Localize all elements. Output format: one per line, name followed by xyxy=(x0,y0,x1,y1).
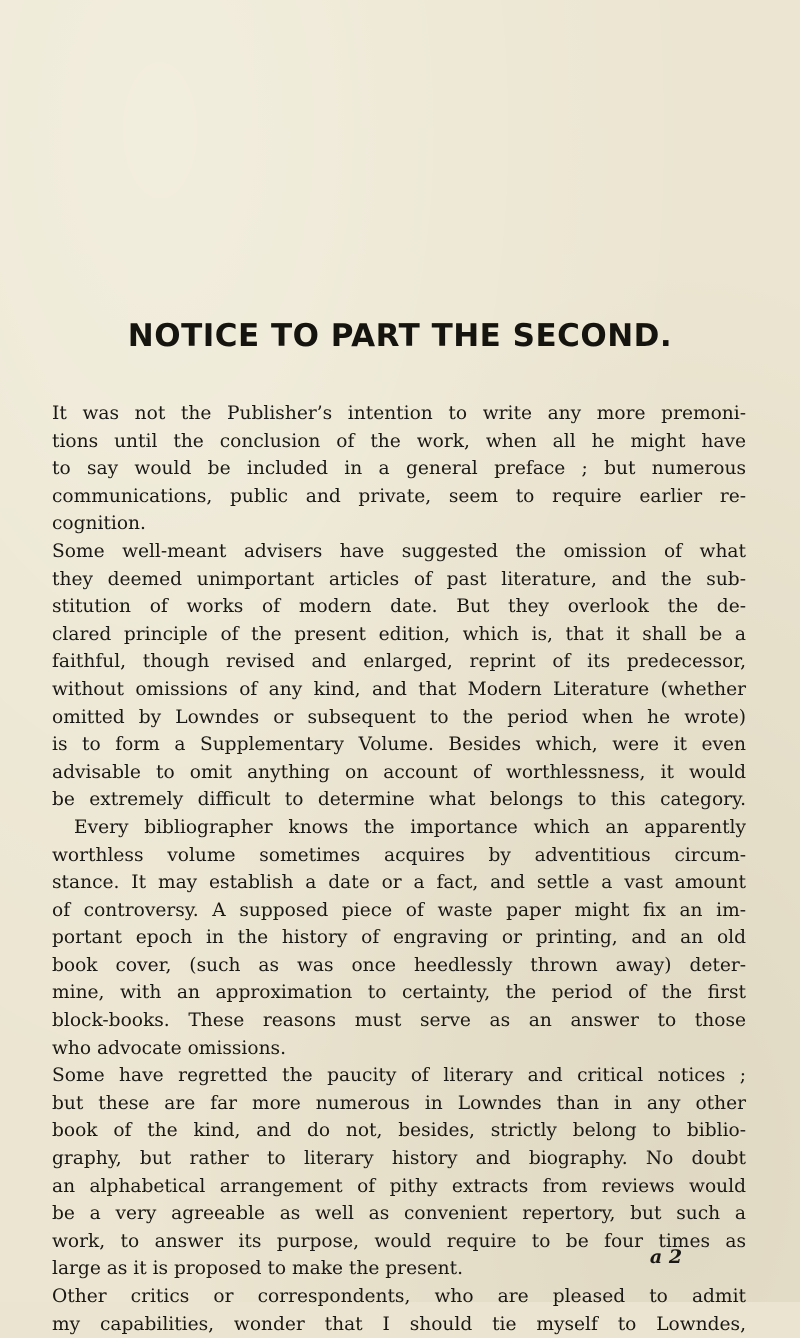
body-text xyxy=(52,400,746,1338)
text-line: Other critics or correspondents, who are pleased to admit xyxy=(52,1286,746,1307)
text-line: be extremely difficult to determine what belongs to this category. xyxy=(52,789,746,811)
text-line: my capabilities, wonder that I should tie myself to Lowndes, xyxy=(52,1313,746,1335)
signature-mark: a 2 xyxy=(649,1246,683,1268)
text-line: Some have regretted the paucity of literary and critical notices ; xyxy=(52,1065,746,1087)
text-line: of controversy. A supposed piece of waste paper might fix an im- xyxy=(52,899,746,921)
text-line: omitted by Lowndes or subsequent to the period when he wrote) xyxy=(52,706,746,728)
text-line: worthless volume sometimes acquires by adventitious circum- xyxy=(52,844,746,866)
text-line: book of the kind, and do not, besides, strictly belong to biblio- xyxy=(52,1120,746,1142)
text-line: clared principle of the present edition, which is, that it shall be a xyxy=(52,623,746,645)
text-line: faithful, though revised and enlarged, reprint of its predecessor, xyxy=(52,651,746,673)
text-line: communications, public and private, seem to require earlier re- xyxy=(52,485,746,507)
text-line: graphy, but rather to literary history and biography. No doubt xyxy=(52,1148,746,1170)
text-line: stitution of works of modern date. But they overlook the de- xyxy=(52,596,746,618)
text-line: mine, with an approximation to certainty, the period of the first xyxy=(52,982,746,1004)
text-line: an alphabetical arrangement of pithy extracts from reviews would xyxy=(52,1175,746,1197)
text-line: but these are far more numerous in Lowndes than in any other xyxy=(52,1092,746,1114)
page-heading: NOTICE TO PART THE SECOND. xyxy=(127,318,673,354)
text-line: without omissions of any kind, and that Modern Literature (whether xyxy=(52,678,746,700)
text-line: tions until the conclusion of the work, when all he might have xyxy=(52,430,746,452)
text-line: be a very agreeable as well as convenient repertory, but such a xyxy=(52,1203,746,1225)
text-line: they deemed unimportant articles of past literature, and the sub- xyxy=(52,568,746,590)
text-line: work, to answer its purpose, would require to be four times as xyxy=(52,1230,746,1252)
text-line: is to form a Supplementary Volume. Besides which, were it even xyxy=(52,734,746,756)
text-line: It was not the Publisher’s intention to write any more premoni- xyxy=(52,403,746,424)
text-line: stance. It may establish a date or a fact, and settle a vast amount xyxy=(52,872,746,894)
text-line: advisable to omit anything on account of worthlessness, it would xyxy=(52,761,746,783)
text-line: portant epoch in the history of engraving or printing, and an old xyxy=(52,927,746,949)
text-line: Some well-meant advisers have suggested the omission of what xyxy=(52,540,746,562)
text-line: Every bibliographer knows the importance which an apparently xyxy=(74,816,746,838)
text-line: book cover, (such as was once heedlessly thrown away) deter- xyxy=(52,954,746,976)
text-line: cognition. xyxy=(52,513,146,535)
text-line: block-books. These reasons must serve as an answer to those xyxy=(52,1010,746,1032)
text-line: who advocate omissions. xyxy=(52,1037,286,1059)
text-line: to say would be included in a general preface ; but numerous xyxy=(52,458,746,480)
text-line: large as it is proposed to make the present. xyxy=(52,1258,463,1280)
